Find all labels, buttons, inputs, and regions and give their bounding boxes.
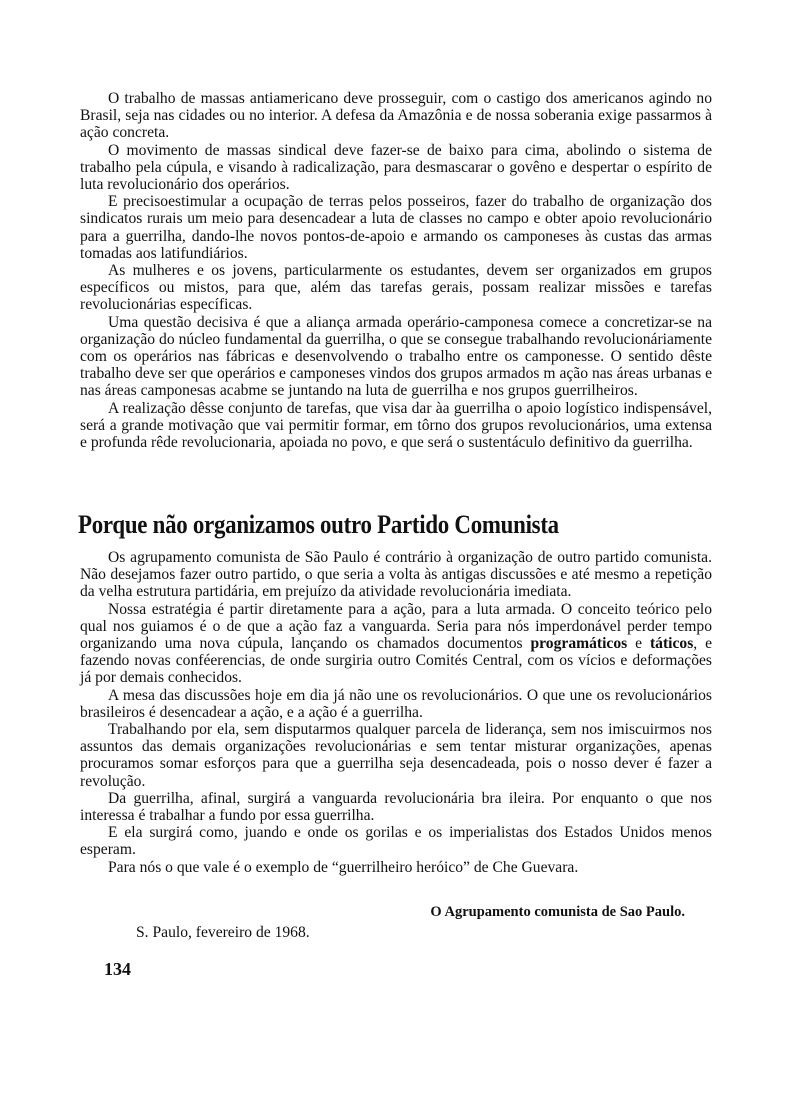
paragraph: Para nós o que vale é o exemplo de “guerrilheiro heróico” de Che Guevara. xyxy=(108,858,579,876)
page-number: 134 xyxy=(104,959,131,979)
paragraph-with-emphasis xyxy=(80,601,712,687)
paragraph: Uma questão decisiva é que a aliança armada operário-camponesa comece a concretizar-se na organização do núcleo fundamental da guerrilha, o que se consegue trabalhando revolucionáriamente com os operários nas fábricas e desenvolvendo o trabalho entre os camponesse. O sentido dêste trabalho deve ser que operários e camponeses vindos dos grupos armados m ação nas áreas urbanas e nas áreas camponesas acabme se juntando na luta de guerrilha e nos grupos guerrilheiros. xyxy=(80,313,712,400)
signature: O Agrupamento comunista de Sao Paulo. xyxy=(430,904,685,920)
paragraph: Da guerrilha, afinal, surgirá a vanguarda revolucionária bra ileira. Por enquanto o que nos interessa é trabalhar a fundo por essa guerrilha. xyxy=(80,789,712,825)
body-section-2 xyxy=(80,549,712,876)
paragraph: E precisoestimular a ocupação de terras pelos posseiros, fazer do trabalho de organização dos sindicatos rurais um meio para desencadear a luta de classes no campo e obter apoio revolucionário para a guerrilha, dando-lhe novos pontos-de-apoio e armando os camponeses às custas das armas tomadas aos latifundiários. xyxy=(80,193,712,262)
paragraph: O movimento de massas sindical deve fazer-se de baixo para cima, abolindo o sistema de trabalho pela cúpula, e visando à radicalização, para desmascarar o govêno e despertar o espírito de luta revolucionário dos operários. xyxy=(80,141,712,194)
body-section-1 xyxy=(80,90,712,451)
place-date: S. Paulo, fevereiro de 1968. xyxy=(136,924,310,941)
paragraph: O trabalho de massas antiamericano deve prosseguir, com o castigo dos americanos agindo no Brasil, seja nas cidades ou no interior. A defesa da Amazônia e de nossa soberania exige passarmos à ação concreta. xyxy=(80,90,712,142)
section-heading: Porque não organizamos outro Partido Comunista xyxy=(78,510,559,539)
paragraph: E ela surgirá como, juando e onde os gorilas e os imperialistas dos Estados Unidos menos esperam. xyxy=(80,824,712,859)
text-run: , e fazendo novas conféerencias, de onde surgiria outro Comités Central, com os vícios e deformações já por demais conhecidos. xyxy=(80,635,713,687)
paragraph: Os agrupamento comunista de São Paulo é contrário à organização de outro partido comunista. Não desejamos fazer outro partido, o que seria a volta às antigas discussões e até mesmo a repetição da velha estrutura partidária, em prejuízo da atividade revolucionária imediata. xyxy=(80,549,712,601)
paragraph: A mesa das discussões hoje em dia já não une os revolucionários. O que une os revolucionários brasileiros é desencadear a ação, e a ação é a guerrilha. xyxy=(80,686,712,721)
paragraph: Trabalhando por ela, sem disputarmos qualquer parcela de liderança, sem nos imiscuirmos nos assuntos das demais organizações revolucionárias e sem tentar misturar organizações, apenas procuramos somar esforços para que a guerrilha seja desencadeada, pois o nosso dever é fazer a revolução. xyxy=(80,721,712,790)
bold-term: programáticos xyxy=(530,635,628,653)
text-run: Nossa estratégia é partir diretamente para a ação, para a luta armada. O conceito teórico pelo qual nos guiamos é o de que a ação faz a vanguarda. Seria para nós imperdonável perder tempo organizando uma nova cúpula, lançando os chamados documentos xyxy=(80,600,712,653)
text-run: e xyxy=(627,635,650,653)
paragraph: A realização dêsse conjunto de tarefas, que visa dar àa guerrilha o apoio logístico indispensável, será a grande motivação que vai permitir formar, em tôrno dos grupos revolucionários, uma extensa e profunda rêde revolucionaria, apoiada no povo, e que será o sustentáculo definitivo da guerrilha. xyxy=(80,399,712,452)
bold-term: táticos xyxy=(649,635,694,653)
paragraph: As mulheres e os jovens, particularmente os estudantes, devem ser organizados em grupos específicos ou mistos, para que, além das tarefas gerais, possam realizar missões e tarefas revolucionárias específicas. xyxy=(80,262,712,314)
